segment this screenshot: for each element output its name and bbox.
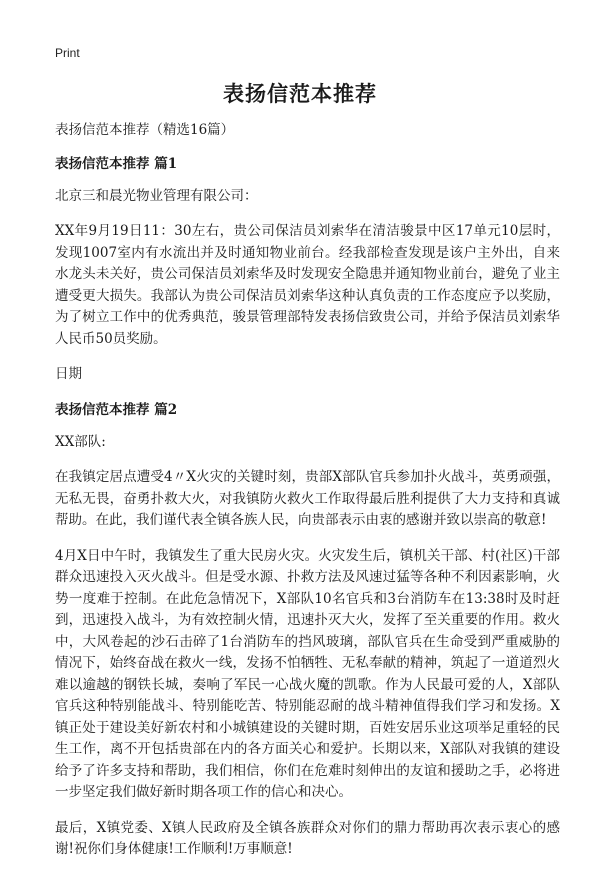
section-2-salutation: XX部队: xyxy=(55,433,106,450)
section-1-closing: 日期 xyxy=(55,366,82,382)
section-1-salutation: 北京三和晨光物业管理有限公司： xyxy=(55,187,258,204)
document-title: 表扬信范本推荐 xyxy=(223,81,377,106)
section-heading-2: 表扬信范本推荐 篇2 xyxy=(55,401,178,418)
section-1-body: XX年9月19日11：30左右，贵公司保洁员刘索华在清洁骏景中区17单元10层时，发现1007室内有水流出并及时通知物业前台。经我部检查发现是该户主外出，自来水龙头未关好，贵公司保洁员刘索华及时发现安全隐患并通知物业前台，避免了业主遭受更大损失。我部认为贵公司保洁员刘索华这种认真负责的工作态度应予以奖励，为了树立工作中的优秀典范，骏景管理部特发表扬信致贵公司，并给予保洁员刘索华人民币50员奖励。 xyxy=(55,223,560,347)
section-2-paragraph: 最后，X镇党委、X镇人民政府及全镇各族群众对你们的鼎力帮助再次表示衷心的感谢!祝你们身体健康!工作顺利!万事顺意! xyxy=(55,819,560,857)
document-subtitle: 表扬信范本推荐（精选16篇） xyxy=(55,122,235,138)
section-heading-1: 表扬信范本推荐 篇1 xyxy=(55,155,178,172)
document-content xyxy=(55,120,560,875)
print-link[interactable]: Print xyxy=(55,46,80,60)
section-2-paragraph: 4月X日中午时，我镇发生了重大民房火灾。火灾发生后，镇机关干部、村(社区)干部群众迅速投入灭火战斗。但是受水源、扑救方法及风速过猛等各种不利因素影响，火势一度难于控制。在此危急情况下，X部队10名官兵和3台消防车在13:38时及时赶到，迅速投入战斗，为有效控制火情，迅速扑灭大火，发挥了至关重要的作用。救火中，大风卷起的沙石击碎了1台消防车的挡风玻璃，部队官兵在生命受到严重威胁的情况下，始终奋战在救火一线，发扬不怕牺牲、无私奉献的精神，筑起了一道道烈火难以逾越的钢铁长城，奏响了军民一心战火魔的凯歌。作为人民最可爱的人，X部队官兵这种特别能战斗、特别能吃苦、特别能忍耐的战斗精神值得我们学习和发扬。X镇正处于建设美好新农村和小城镇建设的关键时期，百姓安居乐业这项举足重轻的民生工作，离不开包括贵部在内的各方面关心和爱护。长期以来，X部队对我镇的建设给予了许多支持和帮助，我们相信，你们在危难时刻伸出的友谊和援助之手，必将进一步坚定我们做好新时期各项工作的信心和决心。 xyxy=(55,547,560,800)
section-2-paragraph: 在我镇定居点遭受4〃X火灾的关键时刻，贵部X部队官兵参加扑火战斗，英勇顽强，无私无畏，奋勇扑救大火，对我镇防火救火工作取得最后胜利提供了大力支持和真诚帮助。在此，我们谨代表全镇各族人民，向贵部表示由衷的感谢并致以崇高的敬意! xyxy=(55,469,560,528)
